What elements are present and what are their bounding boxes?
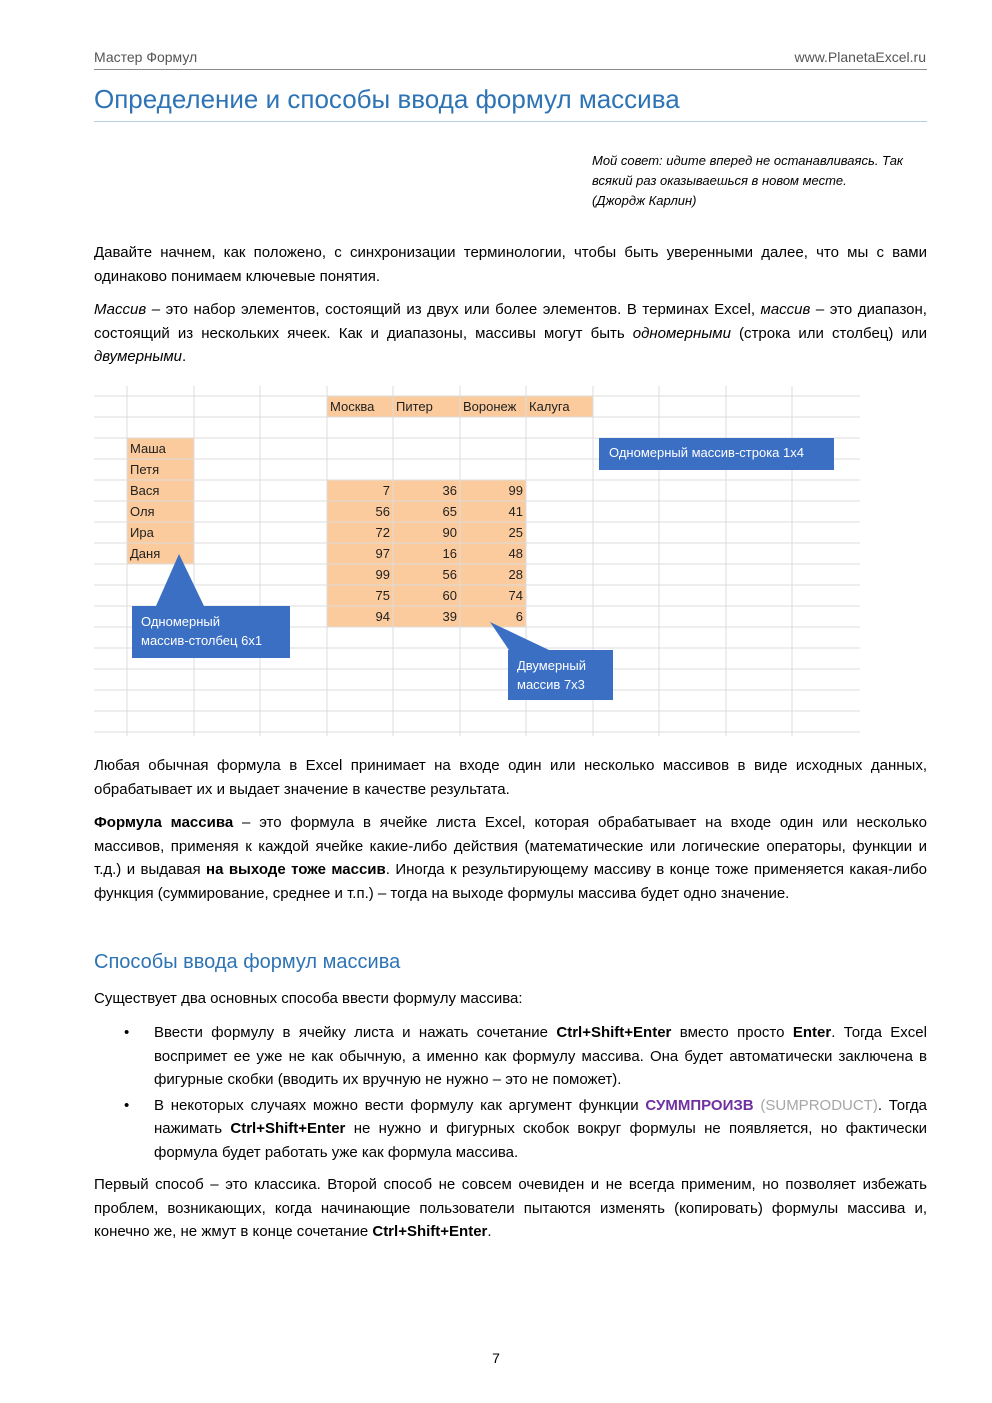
page-number: 7 <box>492 1350 500 1366</box>
epigraph-author: (Джордж Карлин) <box>592 193 697 208</box>
closing-text-1: Первый способ – это классика. Второй способ не совсем очевиден и не всегда применим, но позволяет избежать проблем, возникающих, когда начинающие пользователи пытаются изменять (копировать) формулы массива и, конечно же, не жмут в конце сочетание <box>94 1176 927 1240</box>
term-array-2: массив <box>760 301 811 318</box>
number-cell: 28 <box>508 567 523 582</box>
array-def-text-1: – это набор элементов, состоящий из двух или более элементов. В терминах Excel, <box>146 301 761 318</box>
callout-row-label-line: Одномерный массив-строка 1x4 <box>609 445 804 460</box>
number-cell: 48 <box>508 546 523 561</box>
callout-row-label <box>609 443 804 462</box>
number-cell: 65 <box>442 504 457 519</box>
header-rule <box>94 69 927 70</box>
number-cell: 97 <box>375 546 390 561</box>
number-cell: 75 <box>375 588 390 603</box>
number-cell: 39 <box>442 609 457 624</box>
name-cell: Петя <box>130 462 160 477</box>
number-cell: 99 <box>375 567 390 582</box>
spreadsheet-figure <box>94 386 860 736</box>
callout-column-label-line: Одномерный <box>141 614 221 629</box>
array-formula-text-2: . Иногда к результирующему массиву в конце тоже применяется какая-либо функция (суммирование, среднее и т.п.) – тогда на выходе формулы массива будет одно значение. <box>94 861 928 902</box>
number-cell: 7 <box>382 483 390 498</box>
closing-text-2: . <box>487 1223 492 1240</box>
page-title: Определение и способы ввода формул массива <box>94 84 680 114</box>
name-cell: Маша <box>130 441 166 456</box>
function-name-sumproduct-en: (SUMPRODUCT) <box>753 1096 878 1114</box>
shortcut-ctrl-shift-enter: Ctrl+Shift+Enter <box>556 1024 672 1041</box>
formula-intro-paragraph: Любая обычная формула в Excel принимает на входе один или несколько массивов в виде исходных данных, обрабатывает их и выдает значение в качестве результата. <box>94 757 927 798</box>
number-cell: 72 <box>375 525 390 540</box>
number-cell: 41 <box>508 504 523 519</box>
closing-paragraph <box>94 1173 927 1244</box>
methods-intro-paragraph: Существует два основных способа ввести формулу массива: <box>94 990 523 1007</box>
callout-2d-label <box>517 656 586 694</box>
function-link-sumproduct-ru[interactable]: СУММПРОИЗВ <box>645 1096 754 1114</box>
bullet2-text-3: не нужно и фигурных скобок вокруг формулы не появляется, но фактически формула будет работать уже как формула массива. <box>154 1120 927 1161</box>
list-item <box>94 1094 927 1165</box>
intro-paragraph: Давайте начнем, как положено, с синхронизации терминологии, чтобы быть уверенными далее, что мы с вами одинаково понимаем ключевые понятия. <box>94 244 927 285</box>
name-cell: Даня <box>130 546 161 561</box>
bullet-icon: • <box>124 1024 130 1041</box>
term-array: Массив <box>94 301 147 318</box>
callout-column-label-line: массив-столбец 6x1 <box>141 633 263 648</box>
term-array-formula: Формула массива <box>94 814 234 831</box>
city-cell: Москва <box>330 399 375 414</box>
bullet1-text-1: Ввести формулу в ячейку листа и нажать сочетание <box>154 1024 557 1041</box>
bullet1-text-2: вместо просто <box>671 1024 793 1041</box>
city-cell: Воронеж <box>463 399 517 414</box>
number-cell: 56 <box>375 504 390 519</box>
callout-2d-label-line: Двумерный <box>517 658 586 673</box>
bullet2-text-1: В некоторых случаях можно вести формулу как аргумент функции <box>154 1096 646 1114</box>
term-two-dimensional: двумерными <box>94 348 183 365</box>
number-cell: 94 <box>375 609 390 624</box>
name-cell: Вася <box>130 483 160 498</box>
array-def-text-3: (строка или столбец) или <box>730 324 927 342</box>
number-cell: 36 <box>442 483 457 498</box>
term-output-array: на выходе тоже массив <box>206 861 386 878</box>
shortcut-ctrl-shift-enter-2: Ctrl+Shift+Enter <box>230 1120 346 1137</box>
array-formula-paragraph <box>94 811 927 905</box>
epigraph-line-2: всякий раз оказываешься в новом месте. <box>592 173 847 188</box>
epigraph <box>592 151 927 211</box>
callout-2d-label-line: массив 7x3 <box>517 677 585 692</box>
header-right: www.PlanetaExcel.ru <box>794 49 926 65</box>
methods-list <box>94 1021 927 1166</box>
name-cell: Ира <box>130 525 154 540</box>
bullet-icon: • <box>124 1096 130 1114</box>
callout-column-label <box>141 612 262 650</box>
number-cell: 56 <box>442 567 457 582</box>
number-cell: 60 <box>442 588 457 603</box>
number-cell: 99 <box>508 483 523 498</box>
number-cell: 6 <box>515 609 523 624</box>
shortcut-ctrl-shift-enter-3: Ctrl+Shift+Enter <box>372 1223 488 1240</box>
term-one-dimensional: одномерными <box>632 324 731 342</box>
number-cell: 74 <box>508 588 523 603</box>
city-cell: Калуга <box>529 399 570 414</box>
bullet2-text-2: . Тогда нажимать <box>154 1096 927 1137</box>
array-formula-text-1: – это формула в ячейке листа Excel, которая обрабатывает на входе один или несколько массивов, применяя к каждой ячейке какие-либо действия (математические или логические операторы, функции и т.д.) и выдавая <box>94 814 927 878</box>
name-cell: Оля <box>130 504 155 519</box>
header-left: Мастер Формул <box>94 49 198 65</box>
section-heading: Способы ввода формул массива <box>94 951 401 973</box>
array-def-text-2: – это диапазон, состоящий из нескольких ячеек. Как и диапазоны, массивы могут быть <box>94 301 927 342</box>
title-rule <box>94 121 927 122</box>
number-cell: 90 <box>442 525 457 540</box>
array-definition-paragraph <box>94 298 927 369</box>
number-cell: 25 <box>508 525 523 540</box>
epigraph-line-1: Мой совет: идите вперед не останавливаясь. Так <box>592 153 904 168</box>
shortcut-enter: Enter <box>792 1024 832 1041</box>
array-def-text-4: . <box>182 348 187 365</box>
list-item <box>94 1021 927 1092</box>
number-cell: 16 <box>442 546 457 561</box>
city-cell: Питер <box>396 399 433 414</box>
bullet1-text-3: . Тогда Excel воспримет ее уже не как обычную, а именно как формулу массива. Она будет автоматически заключена в фигурные скобки (вводить их вручную не нужно – это не поможет). <box>154 1024 927 1088</box>
